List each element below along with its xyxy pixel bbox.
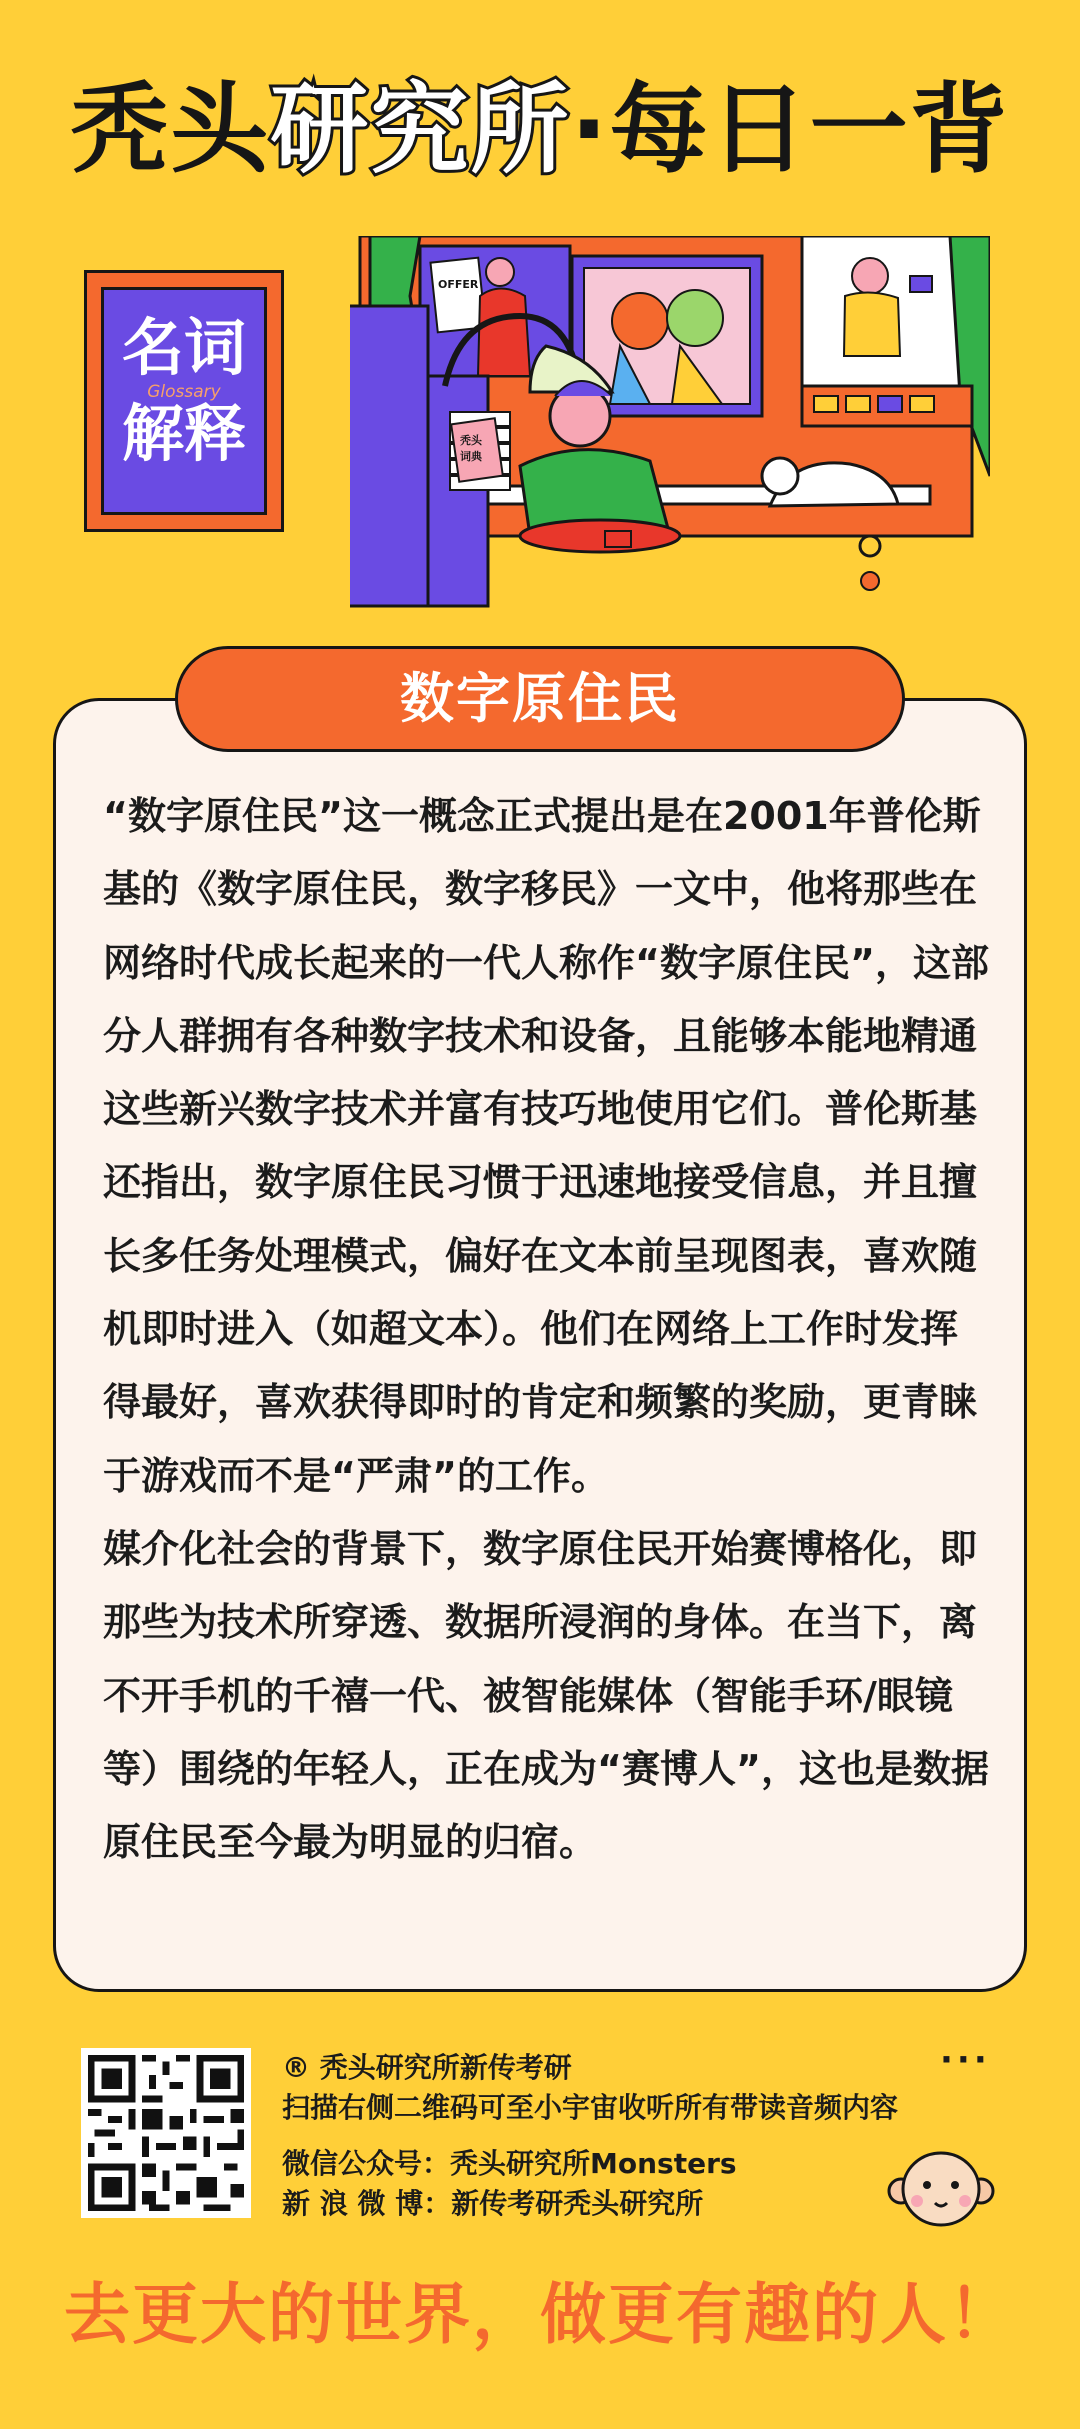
poster-offer-text: OFFER — [438, 278, 479, 291]
book-text-2: 词典 — [460, 450, 482, 463]
title-part-1: 秃头 — [70, 73, 271, 187]
glossary-badge — [84, 270, 284, 532]
paragraph-2: 媒介化社会的背景下，数字原住民开始赛博格化，即那些为技术所穿透、数据所浸润的身体。在当下，离不开手机的千禧一代、被智能媒体（智能手环/眼镜等）围绕的年轻人，正在成为“赛博人”，这也是数据原住民至今最为明显的归宿。 — [103, 1526, 989, 1865]
title-part-2: 研究所 — [270, 73, 571, 187]
slogan: 去更大的世界，做更有趣的人！ — [64, 2276, 1016, 2353]
more-dots: ··· — [940, 2040, 991, 2080]
badge-line-2: 解释 — [121, 397, 246, 470]
study-room-illustration — [350, 236, 990, 608]
card-body — [103, 780, 995, 1879]
paragraph-1: “数字原住民”这一概念正式提出是在2001年普伦斯基的《数字原住民，数字移民》一文中，他将那些在网络时代成长起来的一代人称作“数字原住民”，这部分人群拥有各种数字技术和设备，且能够本能地精通这些新兴数字技术并富有技巧地使用它们。普伦斯基还指出，数字原住民习惯于迅速地接受信息，并且擅长多任务处理模式，偏好在文本前呈现图表，喜欢随机即时进入（如超文本）。他们在网络上工作时发挥得最好，喜欢获得即时的肯定和频繁的奖励，更青睐于游戏而不是“严肃”的工作。 — [103, 794, 989, 1498]
book-text-1: 秃头 — [460, 434, 482, 447]
footer-copyright: ® 秃头研究所新传考研 — [282, 2051, 572, 2084]
title-part-3: ·每日一背 — [570, 73, 1010, 187]
qr-code — [81, 2048, 251, 2218]
glossary-badge-inner — [101, 287, 267, 515]
page-title — [0, 70, 1080, 190]
footer-scan-hint: 扫描右侧二维码可至小宇宙收听所有带读音频内容 — [282, 2091, 899, 2124]
card-heading: 数字原住民 — [175, 646, 905, 752]
monkey-mascot-icon — [887, 2145, 995, 2231]
footer-wechat: 微信公众号：秃头研究所Monsters — [282, 2147, 737, 2180]
badge-line-1: 名词 — [121, 311, 246, 384]
badge-english: Glossary — [147, 382, 221, 402]
footer-weibo: 新 浪 微 博：新传考研秃头研究所 — [282, 2187, 704, 2220]
